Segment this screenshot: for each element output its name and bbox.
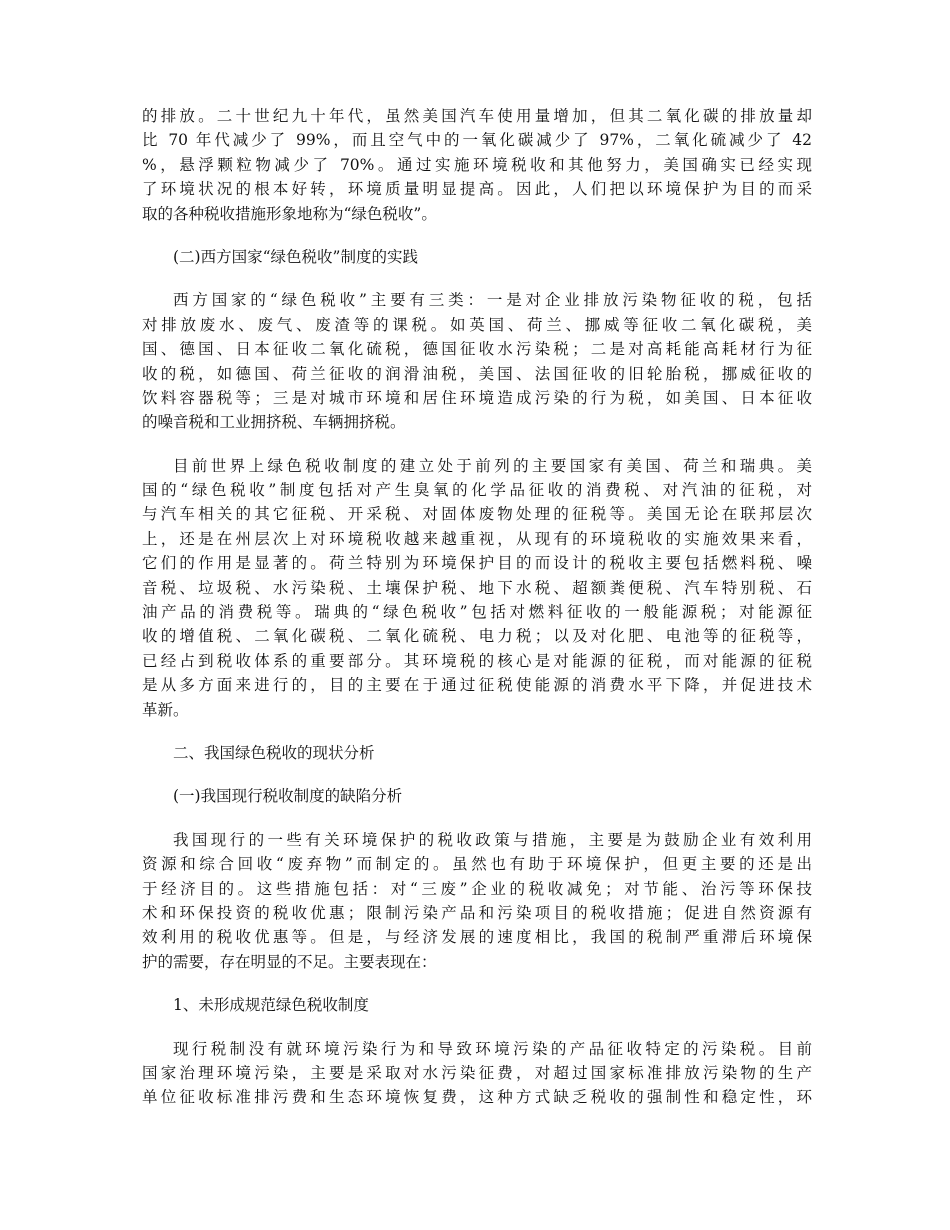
paragraph-no-pollution-tax bbox=[142, 1037, 812, 1110]
text-line: 油产品的消费税等。瑞典的“绿色税收”包括对燃料征收的一般能源税；对能源征 bbox=[142, 603, 812, 622]
paragraph-leading-countries bbox=[142, 454, 812, 722]
text-line: 了环境状况的根本好转，环境质量明显提高。因此，人们把以环境保护为目的而采 bbox=[142, 180, 812, 199]
paragraph-current-policy bbox=[142, 828, 812, 974]
text-line: 国、德国、日本征收二氧化硫税，德国征收水污染税；二是对高耗能高耗材行为征 bbox=[142, 340, 812, 359]
text-line: 革新。 bbox=[142, 700, 189, 719]
text-line: 单位征收标准排污费和生态环境恢复费，这种方式缺乏税收的强制性和稳定性，环 bbox=[142, 1088, 812, 1107]
text-line: 音税、垃圾税、水污染税、土壤保护税、地下水税、超额粪便税、汽车特别税、石 bbox=[142, 578, 812, 597]
text-line: 是从多方面来进行的，目的主要在于通过征税使能源的消费水平下降，并促进技术 bbox=[142, 676, 812, 695]
document-page bbox=[142, 104, 812, 1110]
text-line: 护的需要，存在明显的不足。主要表现在： bbox=[142, 952, 437, 971]
section-heading: 二、我国绿色税收的现状分析 bbox=[173, 743, 375, 762]
text-line: 收的增值税、二氧化碳税、二氧化硫税、电力税；以及对化肥、电池等的征税等， bbox=[142, 627, 812, 646]
text-line: 对排放废水、废气、废渣等的课税。如英国、荷兰、挪威等征收二氧化碳税，美 bbox=[142, 315, 812, 334]
text-line: 目前世界上绿色税收制度的建立处于前列的主要国家有美国、荷兰和瑞典。美 bbox=[173, 456, 812, 475]
text-line: 效利用的税收优惠等。但是，与经济发展的速度相比，我国的税制严重滞后环境保 bbox=[142, 928, 812, 947]
text-line: 收的税，如德国、荷兰征收的润滑油税，美国、法国征收的旧轮胎税，挪威征收的 bbox=[142, 364, 812, 383]
text-line: %，悬浮颗粒物减少了 70%。通过实施环境税收和其他努力，美国确实已经实现 bbox=[142, 155, 812, 174]
section-heading: (二)西方国家“绿色税收”制度的实践 bbox=[173, 247, 418, 266]
text-line: 的排放。二十世纪九十年代，虽然美国汽车使用量增加，但其二氧化碳的排放量却 bbox=[142, 107, 812, 125]
text-line: 比 70 年代减少了 99%，而且空气中的一氧化碳减少了 97%，二氧化硫减少了 42 bbox=[142, 131, 812, 150]
text-line: 我国现行的一些有关环境保护的税收政策与措施，主要是为鼓励企业有效利用 bbox=[173, 830, 812, 849]
text-line: 西方国家的“绿色税收”主要有三类：一是对企业排放污染物征收的税，包括 bbox=[173, 291, 812, 310]
text-line: 于经济目的。这些措施包括：对“三废”企业的税收减免；对节能、治污等环保技 bbox=[142, 879, 812, 898]
text-line: 取的各种税收措施形象地称为“绿色税收”。 bbox=[142, 204, 437, 223]
text-line: 现行税制没有就环境污染行为和导致环境污染的产品征收特定的污染税。目前 bbox=[173, 1039, 812, 1058]
paragraph-green-tax-types bbox=[142, 288, 812, 434]
text-line: 上，还是在州层次上对环境税收越来越重视，从现有的环境税收的实施效果来看， bbox=[142, 529, 812, 548]
text-line: 的噪音税和工业拥挤税、车辆拥挤税。 bbox=[142, 413, 406, 432]
text-line: 术和环保投资的税收优惠；限制污染产品和污染项目的税收措施；促进自然资源有 bbox=[142, 903, 812, 922]
text-line: 国家治理环境污染，主要是采取对水污染征费，对超过国家标准排放污染物的生产 bbox=[142, 1063, 812, 1082]
section-heading: (一)我国现行税收制度的缺陷分析 bbox=[173, 787, 403, 806]
text-line: 与汽车相关的其它征税、开采税、对固体废物处理的征税等。美国无论在联邦层次 bbox=[142, 505, 812, 524]
paragraph-us-emissions bbox=[142, 104, 812, 226]
text-line: 饮料容器税等；三是对城市环境和居住环境造成污染的行为税，如美国、日本征收 bbox=[142, 388, 812, 407]
text-line: 已经占到税收体系的重要部分。其环境税的核心是对能源的征税，而对能源的征税 bbox=[142, 651, 812, 670]
text-line: 国的“绿色税收”制度包括对产生臭氧的化学品征收的消费税、对汽油的征税，对 bbox=[142, 481, 812, 500]
text-line: 它们的作用是显著的。荷兰特别为环境保护目的而设计的税收主要包括燃料税、噪 bbox=[142, 554, 812, 573]
section-heading: 1、未形成规范绿色税收制度 bbox=[173, 996, 369, 1015]
text-line: 资源和综合回收“废弃物”而制定的。虽然也有助于环境保护，但更主要的还是出 bbox=[142, 855, 812, 874]
